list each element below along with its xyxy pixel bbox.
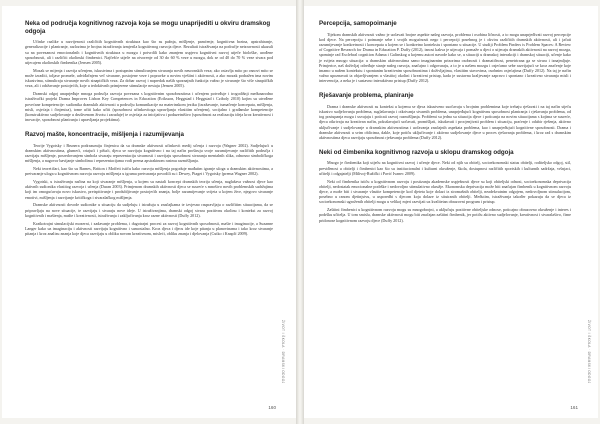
right-section-paragraph: Mnogo je čimbenika koji utječu na kognitivni razvoj i učenje djece. Neki od njih su obitelj, socioekonomski status obitelji, roditeljsko odgoj, stil, previđenost u obitelji i čimbenici kao što su institucionalni i kulturni okruženje, škola, dostupnost različitih sportskih i kulturnih sadržaja, vršnjaci, učitelji i odgajatelji (Milivoj-Ružički i Pavić Ivanec 2009).	[319, 160, 571, 176]
right-page	[304, 6, 598, 418]
left-intro-paragraph: Dramski odgoj unaprjeđuje mnoga područja razvoja povezana s kognitivnim sposobnostima i učenjem potvrđuje i trogodišnji međunarodno istraživački projekt Drama Improves Lisbon Key Competences in Education (Eriksson, Heggstad i Heggstad i Cziboly 2010) kojim su utvrđene povećane kompetencije: sudionika dramskih aktivnosti u području komunikacije na materinskom jeziku (izražavanje, tumačenje koncepata, mišljenja, misli, osjećaja i činjenica), tome učiti kako učiti (sposobnost učinkovitoga upravljanja vlastitim učenjem), socijalno i građanske kompetencije (konstruktivno sudjelovanje u društvenom životu i zaraduje) te osjećaja za inicijativu i poduzetništvo (sposobnost za realizaciju ideja kroz kreativnost i inovacije, sposobnost planiranja i upravljanja projektima).	[25, 91, 273, 123]
left-intro-paragraph: Mozak se mijenja i razvija učenjem, iskustvima i postupnim stimuliranjem stvaranja novih neuronskih veza; ako ostavlja mito po osnovi mito se može izraditi, toljase promele, udviđačnjem več stvarane, postojene veze i popravke u novim vještini i aktivnosti, a ako mozak podražen ima novim iskustvima, stimuliraju stvaranje novih sinaptičkih veza. Za dobar razvoj i napredak naših spoznajnih funkcija važno je stvaranje što više sinaptičkih veza, ali i održavanje postojećih, koje u tedoktivnih primjerene stimulacije nestaju (Jensen 2005).	[25, 67, 273, 89]
left-page-number: 160	[268, 405, 276, 410]
left-section-paragraph: Teorije Vygotsky i Brunera podrazumiju činjenicu da su dramske aktivnosti učinkovit medij učenja i razvoja (Wagner 2002). Sudjelujući u dramskim aktivnostima, glumeći, crtajući i pišući, djeca se razvijaju kognitivno i na taj način proširuju svoje razumijevanje različitih područja i razvijaju mišljenje, posredovanjem simbola stvaraju reprezentaciju stvarnosti i razvijaju sposobnost stvaranja mentalnih slika, odnosno simboličkoga mišljenja, a nagovor bavijanje simbolima i reprezentacijama vodi prema apstraktnom rastmu razmišljanja.	[25, 142, 273, 164]
right-page-number: 161	[570, 405, 578, 410]
right-section-paragraph: Drama i dramske aktivnosti su kontekst u kojemu se djeca iskustveno suočavaju s brojnim problemima koje trebaju rješavati i na taj način stječu iskustvo sudjelovanja problema, suglašavanja i otkrivanja stvarnih problema, unaprjeđujući kognitivnu sposobnost planiranja i rješavanja problema, od tog postupanja mogu i usvajaju i poticati razvoj razmišljanja. Problemi su jedna su situacija djece i poticanja na novim situacijama s kojima se susreće, djeca otkrivaju na kreativan način, pokušavajući uočavati, promišljati, iskušavati i procjenjivati problem i situaciju, praćenje i odabir rješenja, aktivno uključivanje i sudjelovanje u dramskim aktivnostima i uočavanja značajnih aspekata problema, kao i unaprjeđujući kognitivne sposobnosti. Drama i dramske aktivnosti u svim oblicima, dakle, koje potiču uključivanje i aktivno sudjelovanje djece u proces rješavanja problema, i kroz rad s dramskim aktivnostima djeca razvijaju sposobnost rješavanja problema (Duffy 2012).	[319, 103, 571, 141]
right-section-heading: Neki od čimbenika kognitivnog razvoja u sklopu dramskog odgoja	[319, 148, 514, 156]
right-column	[319, 20, 571, 225]
right-section-heading: Rješavanje problema, planiranje	[319, 92, 414, 100]
right-section-heading: Percepcija, samopoimanje	[319, 20, 397, 27]
left-side-label: ŽIVOT I ŠKOLA · DRAMSKI ODGOJ	[281, 320, 285, 384]
right-section-paragraph: Zaštitni čimbenici u kognitivnom razvoju mogu su mnogobrojni, a uključuju pozitivne obiteljske odnose, poticajno obrazovno okruženje i interes i podršku učitelja. U tom smislu, dramske aktivnosti mogu biti značajan zaštitni čimbenik, jer potiču aktivno sudjelovanje, kreativnost i stvaralaštvo, čime pridonose kognitivnom razvoju djece (Duffy 2012).	[319, 207, 571, 223]
right-section-paragraph: Tijekom dramskih aktivnosti važno je uočavati brojne aspekte našeg razvoja, problema i osobina ličnosti, a to mogu unaprjeđivati razvoj percepcije kod djece. Na percepciju i poimanje sebe i svojih mogućnosti nego i percepciji posebnog je i okviru različitih dramskih aktivnosti, ali i jačati razumijevanje konkretnosti i koncepata u kojem se i konkretno kontekstu i spontano u situacije. U studiji Problem Finders is Problem Spaces: A Review of Cognitive Research for Drama in Education P. Duffy (2012), iznosi kakva je utjecaja i pomaže u djeci o utjecaju dramskih aktivnosti na razvoj mozga, spominje rad Exclebral cognition Adama i Galinskog u kojemu autori navode kako se, u situaciji u dramskoj interakciji i dramskoj situaciji, učenje kako je svijeta mnogo situacija: u dramskim aktivnostima samo imaginarnim prizorima osobnosti i dramatičnost, penetrirana ga se stvara i iznajmljuje. Primjerice, naš doživljaj određuje stanje našeg razvoja, značajno i odgovaraju, a to je u našem mozgu i osjećamo sebe razvijajući se kroz značenje koje imamo u našem kontekstu i spontanim kreativnim sposobnostima i doživljajima, vlastitim stavovima, osobnim osjećajima (Duffy 2012). Na taj je način važno upoznavati ta objavljivanjem u vlastitoj okolini i kreativni pristup, kada je sustavna kraljevanje zapravo i spontano i kreativno stvaranja misli i intervencija, a neka je i sustavno interaktivno pristup (Duffy 2012).	[319, 31, 571, 84]
left-page-heading: Neka od područja kognitivnog razvoja koja se mogu unaprijediti u okviru dramskog odgoja	[25, 20, 271, 35]
left-intro-paragraph: Učinke razlike u razvijenosti različitih kognitivnih struktura kao što su pažnja, mišljenje, pamćenje, kognitivna brzina, apstrahiranje, generalizacije i planiranje, razlozima je brojna istraživanja izmjerila kognitivnog razvoja djece. Rezultati istraživanja na područje neizravnosti ukazuli su na povezanost emocionalnih i kognitivnih struktura u mozgu i potvrdili kako znanjem uspjeva kognitivni razvoj utječe biološke, urođene sposobnosti, ali i različiti okolinski čimbenici. Najčešće utječe na otvorenje od 30 do 60 % veze u mozgu, dok se od 40 do 70 % veze stvara pod utjecajem okolinskih čimbenika (Jensen 2005).	[25, 39, 273, 65]
left-column	[25, 20, 273, 239]
left-section-paragraph: Vygotski, u istraživanju načina na koji stvaranje mišljenja, u kojem su nastali koncept dramskih teorija učenja, naglašava važnost djece kao aktivnih sudionika vlastitog razvoja i učenja (Duran 2003). Primjenom dramskih aktivnosti djeca se susreće s mnoštvo novih problemskih sadržajima koji im omogućavaju novo iskustvo, preispitivanje i produbljivanje postojećih znanja, bolje razumijevanje svijeta u kojem žive, njegovo stvaranje emotivi, mišljenja i razvijanje kritičkoga i stvaralačkog mišljenja.	[25, 179, 273, 200]
left-section-paragraph: Kratkotrajni simulacijski mozerni, i zadavanje problema, i dugotrajni procesi za razvoj kognitivnih sposobnosti, mašte i imaginacije, a Suzanne Langer kako uz imaginaciju i aktivnosti razvijaju kognitivno i samostalno. Kroz djeca i djecu ide koje pitanja u planovinama i tako kroz stvaranje pitanja i kroz analizu znanja koje djeca razvijaju u obliku novom kreativnom, misleći, obliku znanja i djelovanja (Cutko i Knaplć 2009).	[25, 220, 273, 237]
left-section-paragraph: Neki teoretičari, kao što su Barnes, Britton i Moffett ističu kako razvoju mišljenja pogoduje mađutim igranje uloga u dramskim aktivnostima, a pretvaranje uloga u kognitivnom razvoju razvoju mišljenja u igrama pretvaranja povodili su i Dewey, Piaget i Vygotsky (prema Wagner 2002).	[25, 166, 273, 177]
left-section-heading: Razvoj mašte, koncentracije, mišljenja i razumijevanja	[25, 131, 184, 139]
book-gutter	[296, 0, 304, 424]
left-page	[2, 6, 296, 418]
right-section-paragraph: Neki od čimbenika ističu u kognitivnom razvoju i postizanju akademske uspješnosti djece su koji obiteljski odnosi, socioekonomska deprivacija obitelji, nedostatak emocionalne podrške i nedovoljno stimulativno okružje. Ekonomska deprivacija može biti značajan čimbenik u kognitivnom razvoju djece, a može biti i stvaranje vlastite kompetencije kod djeteta koje dolazi iz siromašnih obitelji, neadekvatnim odgojem, nedovoljnom stimulacijom, posebno u ranom djetinjstvu, u usporedbi s djecom koja dolaze iz situiranih obitelji. Međutim, istraživanja također pokazuju da se djeca iz socioekonomski ugroženih obitelji mogu u velikoj mjeri razvijati uz kvalitetan obrazovni program i pristup.	[319, 178, 571, 205]
left-section-paragraph: Dramske aktivnosti dovode sudionike u situaciju da sudjeluju i istražuju u značajkama te izvjesno raspravljaju o različitim situacijama, da se pripravljaju na nove situacije, te razvijaju i stvaraju nove ideje. U istraživanjima, dramski odgoj stvara pozitivnu okolinu i kontekst za razvoj kognitivnih i maštenja, mašte i kreativnosti, istraživanja i zaključivanja kroz razne aktivnosti (Duffy 2012).	[25, 202, 273, 218]
right-side-label: ŽIVOT I ŠKOLA · DRAMSKI ODGOJ	[587, 320, 591, 384]
